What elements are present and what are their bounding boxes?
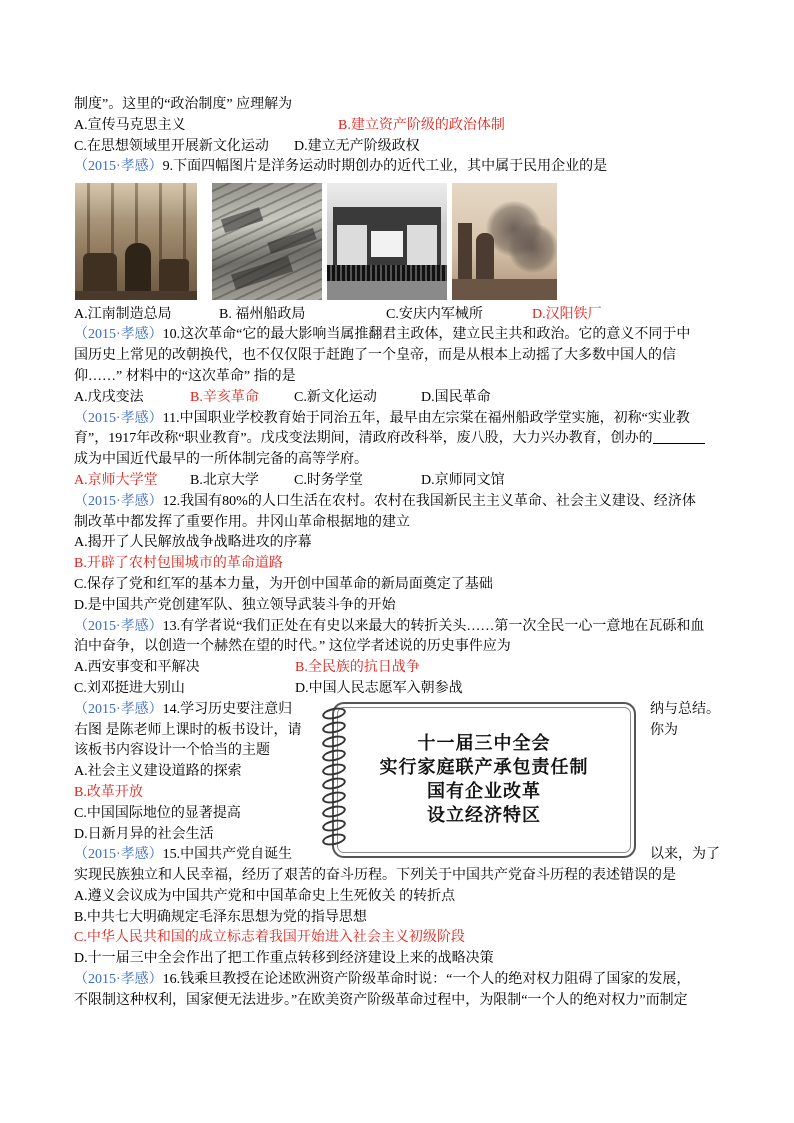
q15-option-c: C.中华人民共和国的成立标志着我国开始进入社会主义初级阶段 bbox=[74, 930, 465, 946]
question-stem: 制改革中都发挥了重要作用。井冈山革命根据地的建立 bbox=[74, 514, 410, 530]
question-stem: 14.学习历史要注意归 bbox=[162, 701, 293, 717]
source-tag: （2015·孝感） bbox=[74, 618, 163, 634]
q9-stem bbox=[74, 157, 718, 178]
q12-option-d: D.是中国共产党创建军队、独立领导武装斗争的开始 bbox=[74, 597, 396, 613]
q15-stem-line-2 bbox=[74, 866, 718, 887]
q11-option-b: B.北京大学 bbox=[190, 472, 259, 488]
question-stem: 不限制这种权利，国家便无法进步。”在欧美资产阶级革命过程中，为限制“一个人的绝对权力”而制定 bbox=[74, 992, 688, 1008]
question-stem: 仰……” 材料中的“这次革命” 指的是 bbox=[74, 368, 296, 384]
source-tag: （2015·孝感） bbox=[74, 159, 163, 175]
q11-stem-line-1 bbox=[74, 409, 718, 430]
q14-option-c: C.中国国际地位的显著提高 bbox=[74, 805, 241, 821]
question-stem-right: 以来，为了 bbox=[650, 847, 720, 863]
q8-options-row-2 bbox=[74, 137, 718, 158]
q13-option-a: A.西安事变和平解决 bbox=[74, 660, 200, 676]
photo-d bbox=[452, 183, 557, 300]
board-line: 十一届三中全会 bbox=[417, 733, 551, 753]
q9-photo-row bbox=[74, 178, 718, 304]
q14-option-a: A.社会主义建设道路的探索 bbox=[74, 764, 242, 780]
question-stem: 16.钱乘旦教授在论述欧洲资产阶级革命时说：“一个人的绝对权力阻碍了国家的发展， bbox=[162, 972, 691, 988]
q12-option-c: C.保存了党和红军的基本力量，为开创中国革命的新局面奠定了基础 bbox=[74, 576, 493, 592]
q14-option-b: B.改革开放 bbox=[74, 784, 143, 800]
q14-blackboard-notebook bbox=[318, 698, 640, 862]
source-tag: （2015·孝感） bbox=[74, 847, 163, 863]
q11-stem-line-2 bbox=[74, 429, 718, 450]
source-tag: （2015·孝感） bbox=[74, 410, 163, 426]
q10-option-a: A.戊戌变法 bbox=[74, 389, 144, 405]
q9-option-a: A.江南制造总局 bbox=[74, 306, 172, 322]
q8-option-d: D.建立无产阶级政权 bbox=[294, 138, 420, 154]
q13-stem-line-2 bbox=[74, 637, 718, 658]
q8-option-b: B.建立资产阶级的政治体制 bbox=[338, 117, 505, 133]
question-stem: 泊中奋争，以创造一个赫然在望的时代。” 这位学者述说的历史事件应为 bbox=[74, 639, 511, 655]
q11-option-d: D.京师同文馆 bbox=[421, 472, 505, 488]
question-stem: 育”，1917年改称“职业教育”。戊戌变法期间，清政府改科举，废八股，大力兴办教育，创办的 bbox=[74, 431, 653, 447]
question-stem: 该板书内容设计一个恰当的主题 bbox=[74, 743, 270, 759]
q10-option-b: B.辛亥革命 bbox=[190, 389, 259, 405]
q8-option-a: A.宣传马克思主义 bbox=[74, 117, 186, 133]
q13-options-row-1 bbox=[74, 658, 718, 679]
board-line: 设立经济特区 bbox=[427, 805, 541, 825]
photo-b bbox=[212, 183, 322, 300]
q15-option-b: B.中共七大明确规定毛泽东思想为党的指导思想 bbox=[74, 909, 367, 925]
q11-stem-line-3 bbox=[74, 450, 718, 471]
q12-option-a: A.揭开了人民解放战争战略进攻的序幕 bbox=[74, 535, 312, 551]
q8-options-row-1 bbox=[74, 116, 718, 137]
board-line: 国有企业改革 bbox=[427, 781, 541, 801]
q9-option-d: D.汉阳铁厂 bbox=[532, 306, 602, 322]
question-stem: 实现民族独立和人民幸福，经历了艰苦的奋斗历程。下列关于中国共产党奋斗历程的表述错误的是 bbox=[74, 868, 676, 884]
question-stem-right: 纳与总结。 bbox=[650, 701, 720, 717]
board-line: 实行家庭联产承包责任制 bbox=[379, 757, 589, 777]
q13-option-c: C.刘邓挺进大别山 bbox=[74, 680, 185, 696]
q9-option-c: C.安庆内军械所 bbox=[386, 306, 483, 322]
q12-stem-line-1 bbox=[74, 492, 718, 513]
source-tag: （2015·孝感） bbox=[74, 327, 163, 343]
source-tag: （2015·孝感） bbox=[74, 493, 163, 509]
source-tag: （2015·孝感） bbox=[74, 972, 163, 988]
q9-options bbox=[74, 305, 718, 326]
question-stem: 9.下面四幅图片是洋务运动时期创办的近代工业，其中属于民用企业的是 bbox=[162, 159, 608, 175]
q9-option-b: B. 福州船政局 bbox=[219, 306, 306, 322]
board-text bbox=[332, 731, 636, 827]
q13-option-b: B.全民族的抗日战争 bbox=[295, 660, 420, 676]
q10-stem-line-2 bbox=[74, 346, 718, 367]
q11-options bbox=[74, 471, 718, 492]
question-stem: 右图 是陈老师上课时的板书设计，请 bbox=[74, 722, 302, 738]
photo-a bbox=[75, 183, 197, 300]
question-stem: 12.我国有80%的人口生活在农村。农村在我国新民主主义革命、社会主义建设、经济体 bbox=[162, 493, 696, 509]
q16-stem-line-2 bbox=[74, 991, 718, 1012]
question-stem: 11.中国职业学校教育始于同治五年，最早由左宗棠在福州船政学堂实施，初称“实业教 bbox=[162, 410, 690, 426]
q15-option-d: D.十一届三中全会作出了把工作重点转移到经济建设上来的战略决策 bbox=[74, 951, 494, 967]
q13-option-d: D.中国人民志愿军入朝参战 bbox=[295, 680, 463, 696]
question-stem: 15.中国共产党自诞生 bbox=[162, 847, 293, 863]
fill-in-blank bbox=[653, 430, 705, 444]
question-stem: 制度”。这里的“政治制度” 应理解为 bbox=[74, 97, 293, 112]
photo-c bbox=[327, 183, 447, 300]
question-stem: 国历史上常见的改朝换代，也不仅仅限于赶跑了一个皇帝，而是从根本上动摇了大多数中国人的信 bbox=[74, 348, 676, 364]
q13-stem-line-1 bbox=[74, 617, 718, 638]
q11-option-c: C.时务学堂 bbox=[294, 472, 363, 488]
q10-options bbox=[74, 388, 718, 409]
q12-stem-line-2 bbox=[74, 513, 718, 534]
question-stem-right: 你为 bbox=[650, 722, 678, 738]
q10-stem-line-1 bbox=[74, 325, 718, 346]
q10-option-c: C.新文化运动 bbox=[294, 389, 377, 405]
q16-stem-line-1 bbox=[74, 970, 718, 991]
q14-option-d: D.日新月异的社会生活 bbox=[74, 826, 214, 842]
question-stem: 13.有学者说“我们正处在有史以来最大的转折关头……第一次全民一心一意地在瓦砾和血 bbox=[162, 618, 705, 634]
question-list bbox=[74, 95, 718, 1012]
question-stem: 10.这次革命“它的最大影响当属推翻君主政体，建立民主共和政治。它的意义不同于中 bbox=[162, 327, 691, 343]
q10-stem-line-3 bbox=[74, 367, 718, 388]
q8-stem-tail bbox=[74, 95, 718, 116]
q15-option-a: A.遵义会议成为中国共产党和中国革命史上生死攸关 的转折点 bbox=[74, 888, 456, 904]
q12-option-b: B.开辟了农村包围城市的革命道路 bbox=[74, 556, 283, 572]
q13-options-row-2 bbox=[74, 679, 718, 700]
q11-option-a: A.京师大学堂 bbox=[74, 472, 158, 488]
question-stem: 成为中国近代最早的一所体制完备的高等学府。 bbox=[74, 452, 368, 468]
source-tag: （2015·孝感） bbox=[74, 701, 163, 717]
q10-option-d: D.国民革命 bbox=[421, 389, 491, 405]
q8-option-c: C.在思想领域里开展新文化运动 bbox=[74, 138, 269, 154]
